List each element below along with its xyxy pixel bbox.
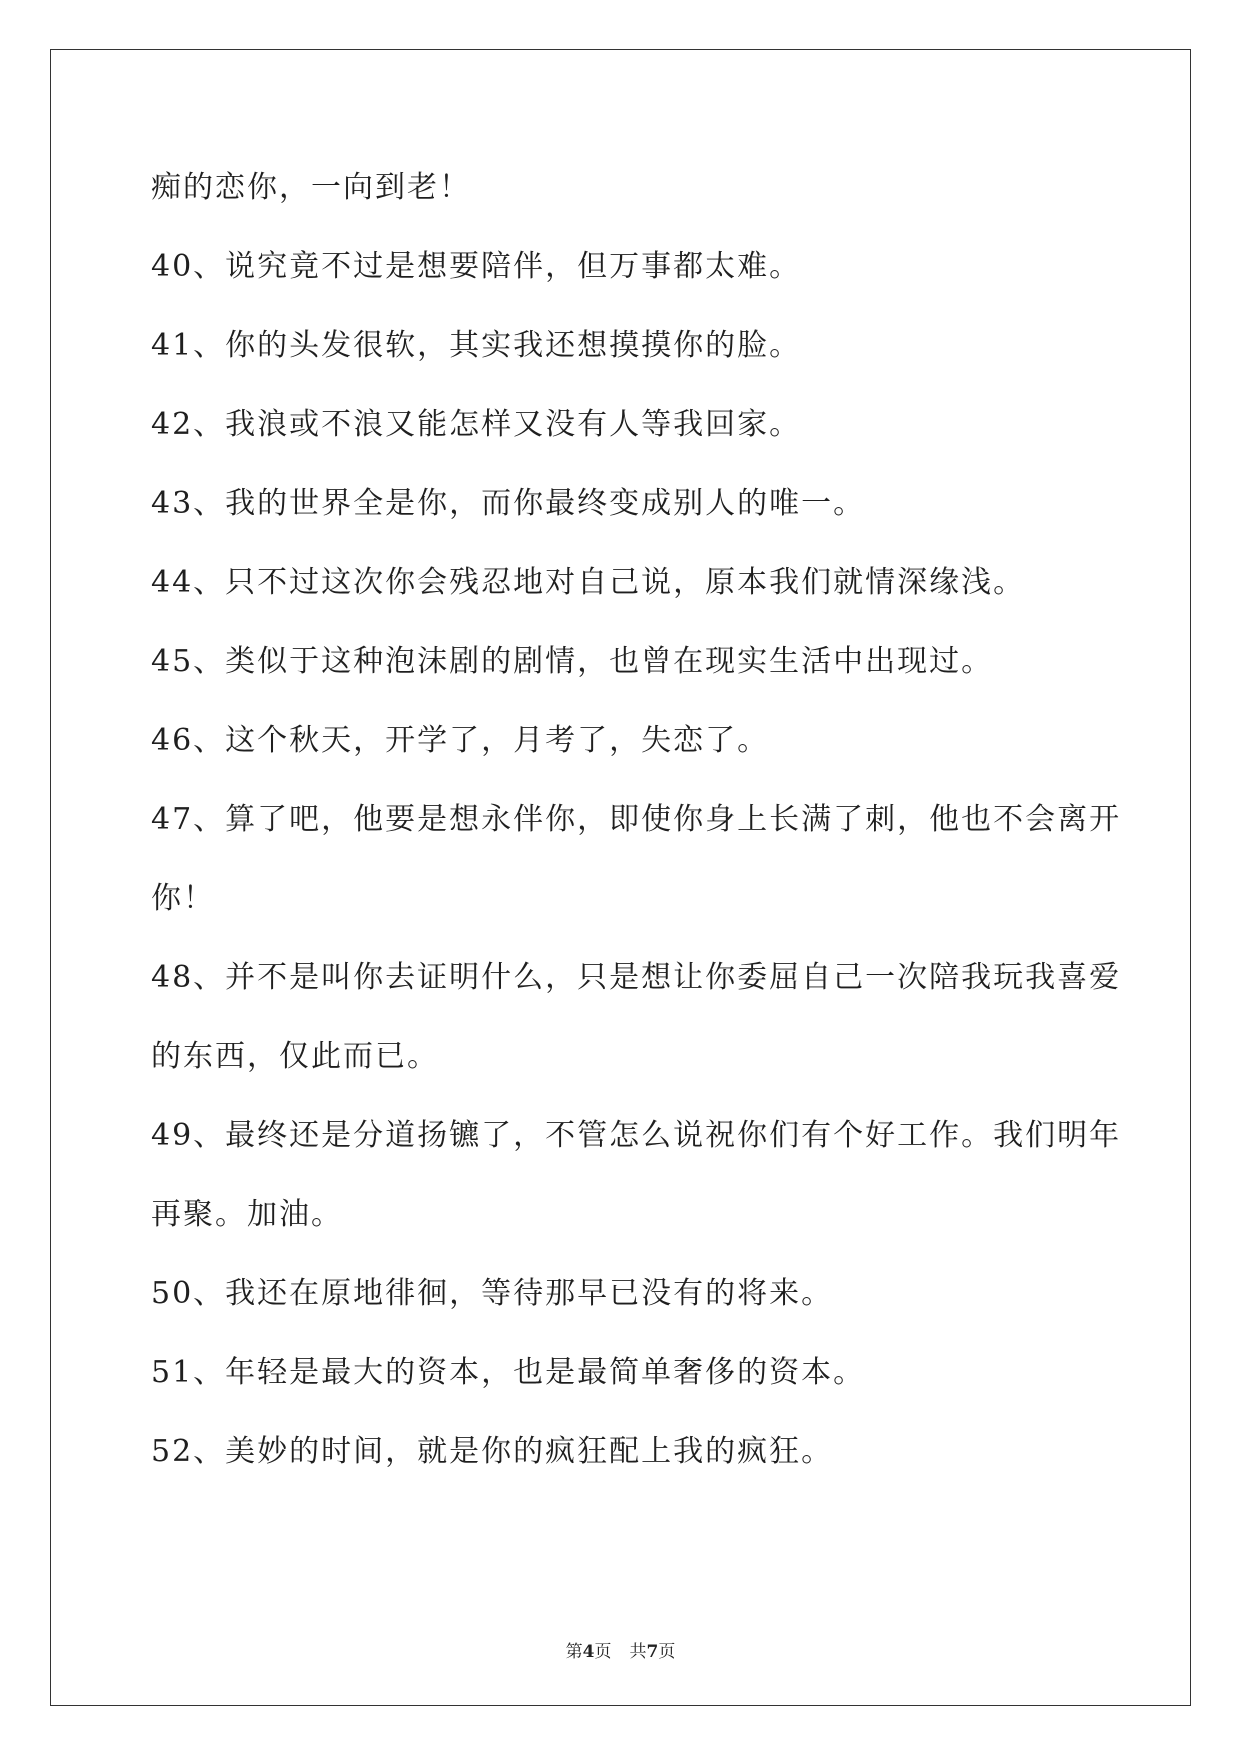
text-line: 40、说究竟不过是想要陪伴，但万事都太难。 [151,249,802,284]
page-suffix: 页 [594,1642,612,1662]
text-line: 45、类似于这种泡沫剧的剧情，也曾在现实生活中出现过。 [151,644,994,679]
text-line: 你！ [151,881,215,916]
text-line: 50、我还在原地徘徊，等待那早已没有的将来。 [151,1276,834,1311]
text-line: 痴的恋你，一向到老！ [151,170,471,205]
text-line: 42、我浪或不浪又能怎样又没有人等我回家。 [151,407,802,442]
text-line: 44、只不过这次你会残忍地对自己说，原本我们就情深缘浅。 [151,565,1026,600]
text-line: 47、算了吧，他要是想永伴你，即使你身上长满了刺，他也不会离开 [151,802,1122,837]
text-line: 的东西，仅此而已。 [151,1039,439,1074]
text-line: 52、美妙的时间，就是你的疯狂配上我的疯狂。 [151,1434,834,1469]
total-suffix: 页 [658,1642,676,1662]
text-line: 48、并不是叫你去证明什么，只是想让你委屈自己一次陪我玩我喜爱 [151,960,1122,995]
total-pages: 7 [646,1642,659,1662]
page-footer [0,1641,1241,1663]
total-prefix: 共 [629,1642,647,1662]
text-line: 49、最终还是分道扬镳了，不管怎么说祝你们有个好工作。我们明年 [151,1118,1122,1153]
page-number: 4 [582,1642,595,1662]
text-line: 再聚。加油。 [151,1197,343,1232]
text-line: 51、年轻是最大的资本，也是最简单奢侈的资本。 [151,1355,866,1390]
text-line: 43、我的世界全是你，而你最终变成别人的唯一。 [151,486,866,521]
text-line: 41、你的头发很软，其实我还想摸摸你的脸。 [151,328,802,363]
page-prefix: 第 [565,1642,583,1662]
text-line: 46、这个秋天，开学了，月考了，失恋了。 [151,723,770,758]
